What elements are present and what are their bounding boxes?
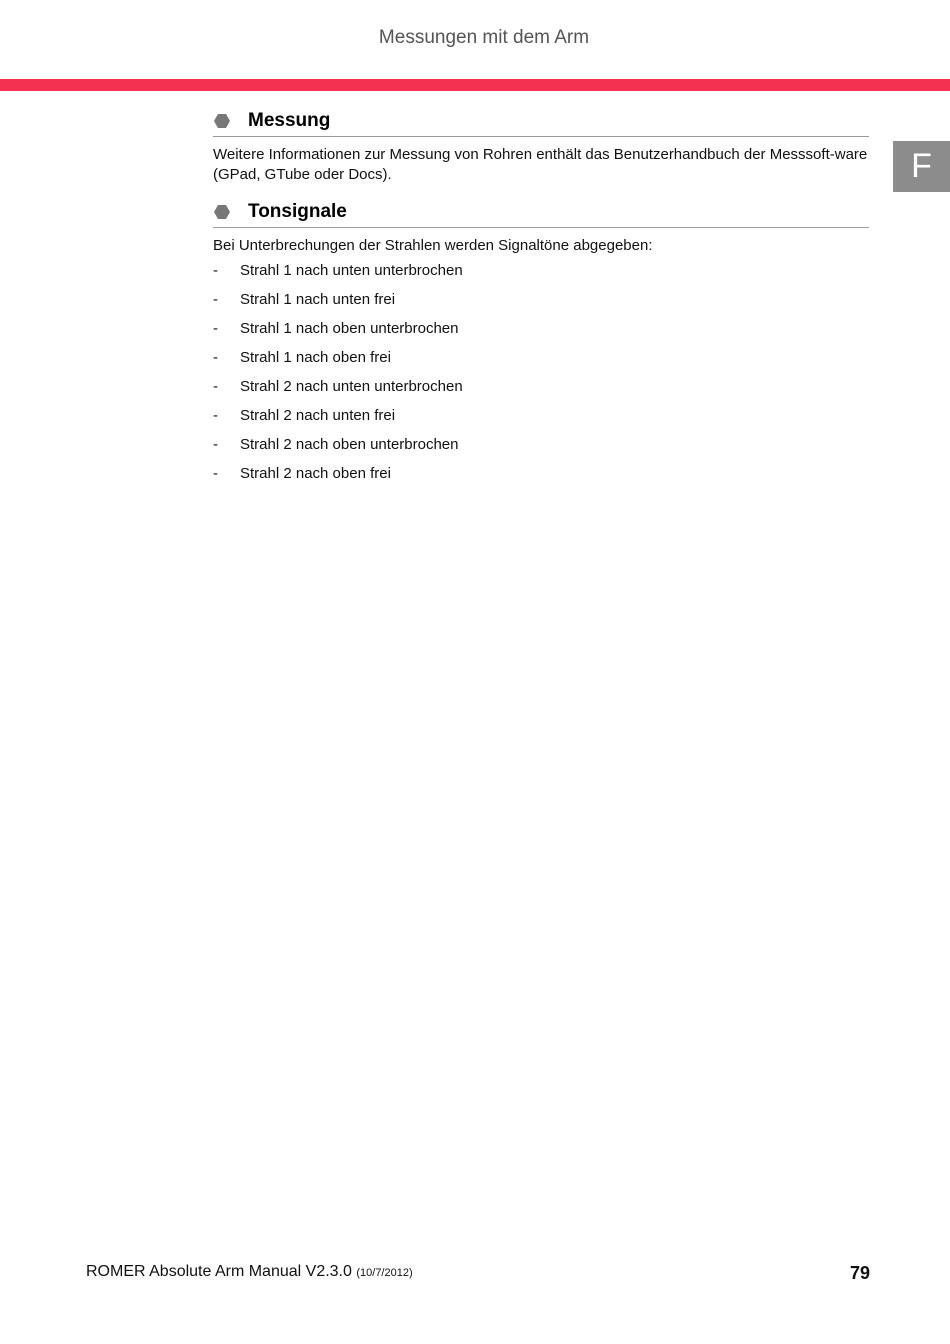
list-item-text: Strahl 1 nach unten unterbrochen xyxy=(240,262,463,279)
header-rule xyxy=(0,79,950,91)
signal-list xyxy=(213,256,869,488)
list-dash: - xyxy=(213,320,218,337)
footer-title-text: ROMER Absolute Arm Manual V2.3.0 xyxy=(86,1263,352,1280)
list-dash: - xyxy=(213,465,218,482)
section-heading xyxy=(213,110,869,137)
list-dash: - xyxy=(213,291,218,308)
section-messung xyxy=(213,110,869,185)
list-item xyxy=(213,372,869,401)
section-title: Tonsignale xyxy=(248,201,347,222)
hexagon-bullet-icon xyxy=(214,205,230,219)
page-content xyxy=(213,110,869,504)
list-item-text: Strahl 2 nach oben frei xyxy=(240,465,391,482)
list-item xyxy=(213,430,869,459)
page-footer xyxy=(86,1263,870,1285)
hexagon-bullet-icon xyxy=(214,114,230,128)
list-item xyxy=(213,343,869,372)
list-item xyxy=(213,285,869,314)
running-header: Messungen mit dem Arm xyxy=(378,27,590,48)
section-paragraph: Weitere Informationen zur Messung von Rohren enthält das Benutzerhandbuch der Messsoft-ware (GPad, GTube oder Docs). xyxy=(213,146,868,183)
list-item-text: Strahl 1 nach oben frei xyxy=(240,349,391,366)
chapter-tab: F xyxy=(893,141,950,192)
list-dash: - xyxy=(213,407,218,424)
footer-date: (10/7/2012) xyxy=(356,1267,413,1279)
list-item xyxy=(213,314,869,343)
list-item-text: Strahl 2 nach unten unterbrochen xyxy=(240,378,463,395)
list-item xyxy=(213,401,869,430)
list-item-text: Strahl 1 nach unten frei xyxy=(240,291,396,308)
list-dash: - xyxy=(213,378,218,395)
list-item-text: Strahl 2 nach oben unterbrochen xyxy=(240,436,459,453)
list-item-text: Strahl 1 nach oben unterbrochen xyxy=(240,320,459,337)
section-title: Messung xyxy=(248,110,331,131)
section-tonsignale xyxy=(213,201,869,488)
footer-manual-title xyxy=(86,1263,413,1281)
section-paragraph: Bei Unterbrechungen der Strahlen werden Signaltöne abgegeben: xyxy=(213,237,653,254)
list-dash: - xyxy=(213,349,218,366)
list-dash: - xyxy=(213,262,218,279)
page-number: 79 xyxy=(849,1263,870,1283)
list-item xyxy=(213,256,869,285)
list-item-text: Strahl 2 nach unten frei xyxy=(240,407,396,424)
list-dash: - xyxy=(213,436,218,453)
list-item xyxy=(213,459,869,488)
section-heading xyxy=(213,201,869,228)
